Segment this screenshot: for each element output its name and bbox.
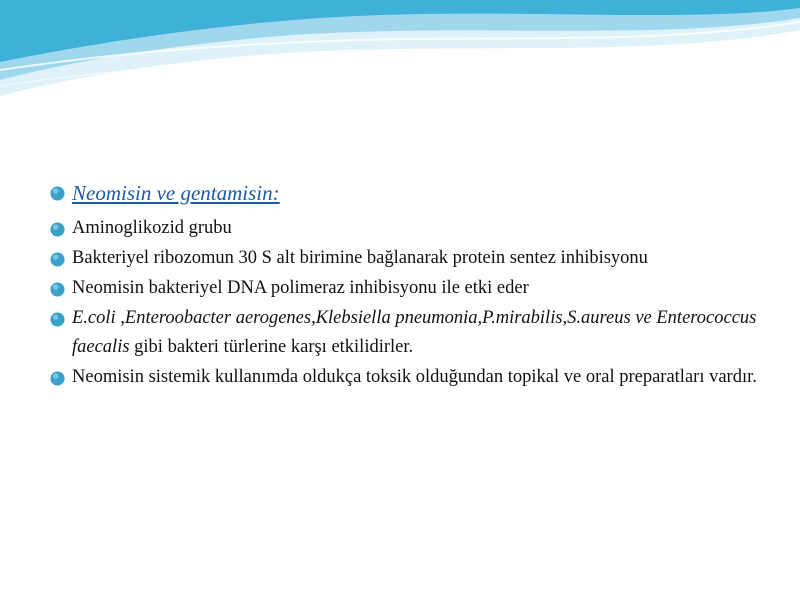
bullet-item [50,214,770,243]
bullet-icon [50,282,65,297]
bullet-item [50,363,770,392]
bullet-icon [50,371,65,386]
bullet-text: Neomisin sistemik kullanımda oldukça toksik olduğundan topikal ve oral preparatları vardır. [72,367,757,387]
slide-title [50,176,770,210]
bullet-item [50,244,770,273]
bullet-icon [50,252,65,267]
title-text: Neomisin ve gentamisin: [72,181,280,205]
bullet-item [50,304,770,362]
bullet-icon [50,312,65,327]
slide-content [50,176,770,393]
bullet-text: gibi bakteri türlerine karşı etkilidirler. [129,337,414,357]
bullet-item [50,274,770,303]
bullet-text: Aminoglikozid grubu [72,218,232,238]
bullet-icon [50,222,65,237]
decorative-wave-header [0,0,800,110]
bacteria-list: E.coli ,Enteroobacter aerogenes,Klebsiella pneumonia,P.mirabilis,S.aureus ve Enterococcus faecalis [72,308,757,357]
bullet-text: Bakteriyel ribozomun 30 S alt birimine bağlanarak protein sentez inhibisyonu [72,248,648,268]
bullet-text: Neomisin bakteriyel DNA polimeraz inhibisyonu ile etki eder [72,278,529,298]
bullet-icon [50,186,65,201]
